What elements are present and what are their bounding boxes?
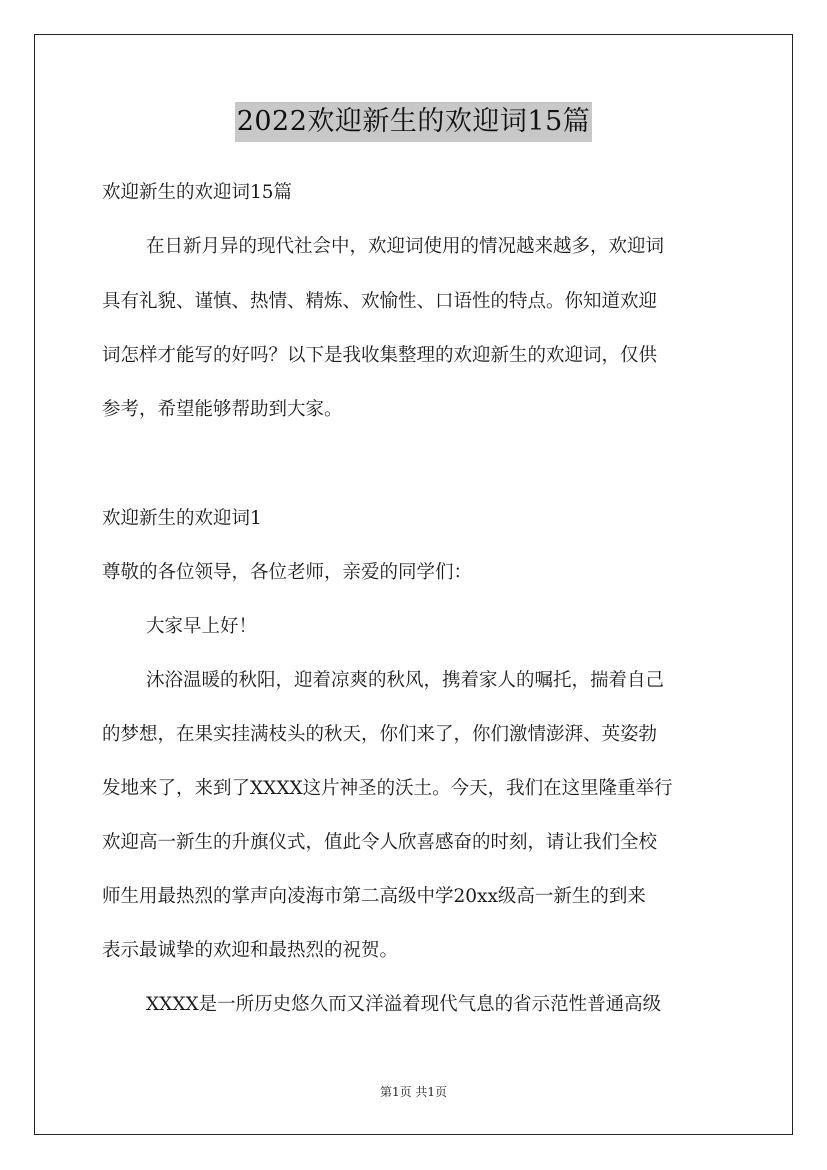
body-line-1: 沐浴温暖的秋阳，迎着凉爽的秋风，携着家人的嘱托，揣着自己 bbox=[146, 670, 665, 691]
greeting: 大家早上好！ bbox=[146, 616, 258, 637]
intro-line-3: 词怎样才能写的好吗？以下是我收集整理的欢迎新生的欢迎词，仅供 bbox=[102, 345, 658, 366]
salutation: 尊敬的各位领导，各位老师，亲爱的同学们： bbox=[102, 562, 473, 583]
page-number: 第1页 共1页 bbox=[379, 1085, 448, 1099]
document-title: 2022欢迎新生的欢迎词15篇 bbox=[235, 102, 593, 142]
body-line-3: 发地来了，来到了XXXX这片神圣的沃土。今天，我们在这里隆重举行 bbox=[102, 778, 673, 799]
intro-line-2: 具有礼貌、谨慎、热情、精炼、欢愉性、口语性的特点。你知道欢迎 bbox=[102, 291, 658, 312]
section-heading: 欢迎新生的欢迎词1 bbox=[102, 508, 262, 529]
intro-line-4: 参考，希望能够帮助到大家。 bbox=[102, 399, 343, 420]
body-line-6: 表示最诚挚的欢迎和最热烈的祝贺。 bbox=[102, 940, 399, 961]
title-container bbox=[0, 102, 827, 142]
subtitle: 欢迎新生的欢迎词15篇 bbox=[102, 182, 293, 203]
body-line-4: 欢迎高一新生的升旗仪式，值此令人欣喜感奋的时刻，请让我们全校 bbox=[102, 832, 658, 853]
intro-line-1: 在日新月异的现代社会中，欢迎词使用的情况越来越多，欢迎词 bbox=[146, 236, 665, 257]
body-line-5: 师生用最热烈的掌声向凌海市第二高级中学20xx级高一新生的到来 bbox=[102, 886, 646, 907]
page-footer bbox=[0, 1083, 827, 1100]
body-line-7: XXXX是一所历史悠久而又洋溢着现代气息的省示范性普通高级 bbox=[146, 994, 662, 1015]
body-line-2: 的梦想，在果实挂满枝头的秋天，你们来了，你们激情澎湃、英姿勃 bbox=[102, 724, 658, 745]
